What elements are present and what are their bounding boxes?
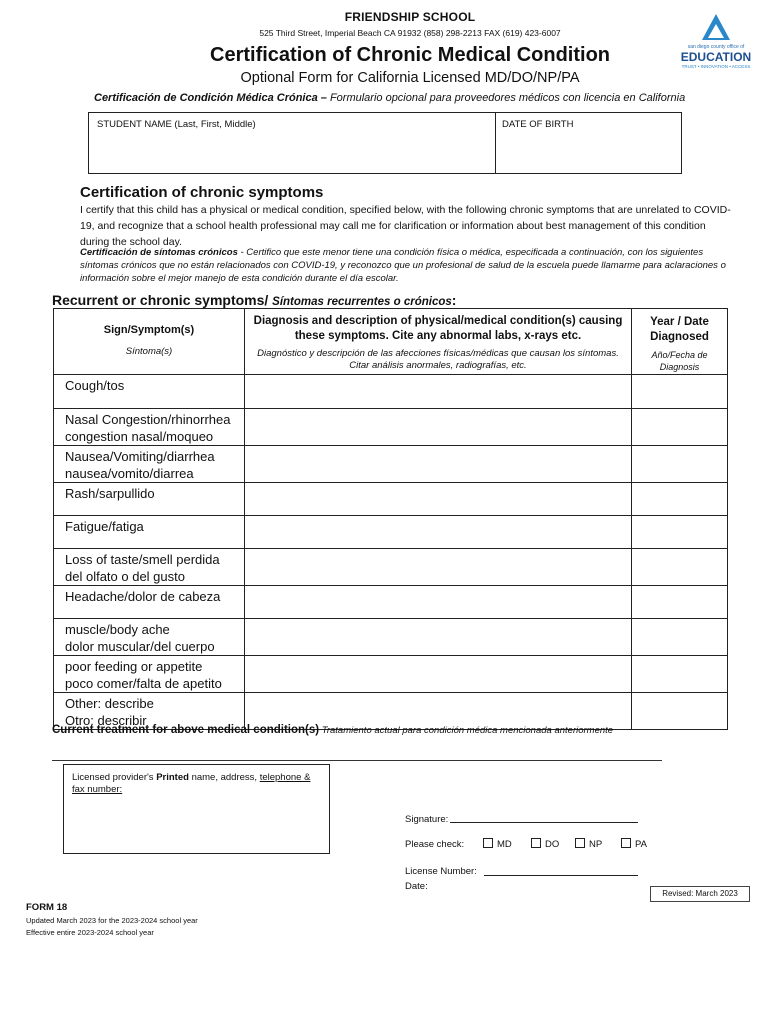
date-cell[interactable] (632, 586, 728, 619)
pa-checkbox-option[interactable] (621, 838, 647, 850)
license-number-line[interactable] (484, 875, 638, 876)
checkbox[interactable] (575, 838, 585, 848)
header-diagnosis-en: Diagnosis and description of physical/medical condition(s) causing these symptoms. Cite any abnormal labs, x-rays etc. (253, 315, 623, 342)
license-number-label: License Number: (405, 866, 477, 877)
table-row (54, 586, 728, 619)
provider-info-box[interactable] (63, 764, 330, 854)
treatment-heading-en: Current treatment for above medical condition(s) (52, 724, 320, 736)
spanish-title (94, 92, 685, 104)
symptoms-heading-colon: : (451, 292, 457, 308)
diagnosis-cell[interactable] (245, 656, 632, 693)
diagnosis-cell[interactable] (245, 446, 632, 483)
certification-spanish (80, 246, 732, 285)
symptom-line1: Other: describe (65, 696, 154, 711)
header-symptom (54, 309, 245, 375)
provider-label-tel: telephone & (259, 772, 311, 783)
symptom-cell (54, 483, 245, 516)
header-date-es: Año/Fecha de Diagnosis (651, 350, 708, 372)
education-logo (678, 14, 754, 72)
diagnosis-cell[interactable] (245, 619, 632, 656)
student-name-field[interactable] (93, 135, 491, 169)
checkbox[interactable] (483, 838, 493, 848)
signature-label: Signature: (405, 814, 449, 825)
logo-tagline: TRUST • INNOVATION • ACCESS (681, 64, 751, 69)
symptom-line2: Otro: describir (65, 713, 147, 728)
signature-line[interactable] (450, 822, 638, 823)
student-name-label: STUDENT NAME (Last, First, Middle) (97, 119, 256, 130)
diagnosis-cell[interactable] (245, 483, 632, 516)
logo-big-text: EDUCATION (680, 50, 752, 64)
symptom-line1: poor feeding or appetite (65, 659, 203, 674)
diagnosis-cell[interactable] (245, 375, 632, 409)
symptom-line2: dolor muscular/del cuerpo (65, 639, 215, 654)
date-label: Date: (405, 881, 428, 892)
date-cell[interactable] (632, 516, 728, 549)
date-cell[interactable] (632, 446, 728, 483)
symptom-line1: Nausea/Vomiting/diarrhea (65, 449, 215, 464)
diagnosis-cell[interactable] (245, 409, 632, 446)
revised-badge: Revised: March 2023 (650, 886, 750, 902)
symptom-cell (54, 619, 245, 656)
date-cell[interactable] (632, 409, 728, 446)
table-header-row (54, 309, 728, 375)
symptoms-heading-es: Síntomas recurrentes o crónicos (272, 296, 452, 308)
header-date (632, 309, 728, 375)
date-cell[interactable] (632, 656, 728, 693)
symptom-cell (54, 516, 245, 549)
date-cell[interactable] (632, 375, 728, 409)
date-cell[interactable] (632, 619, 728, 656)
school-name: FRIENDSHIP SCHOOL (344, 10, 476, 24)
symptom-cell (54, 549, 245, 586)
symptoms-heading (52, 292, 456, 308)
symptom-cell (54, 446, 245, 483)
treatment-heading (52, 724, 613, 736)
please-check-label: Please check: (405, 839, 465, 850)
md-label: MD (497, 839, 512, 850)
certification-spanish-text: - Certifico que este menor tiene una condición física o médica, especificada a continuación, con los siguientes síntomas crónicos que no están relacionados con COVID-19, y reconozco que un profesional de salud de la escuela puede llamarme para aclaraciones o información sobre el mejor manejo de esta condición durante el día escolar. (80, 247, 726, 284)
spanish-title-bold: Certificación de Condición Médica Crónica – (94, 92, 327, 104)
symptom-cell (54, 375, 245, 409)
provider-label-pre: Licensed provider's (72, 772, 157, 783)
dob-field[interactable] (499, 135, 677, 169)
table-row (54, 619, 728, 656)
symptom-line1: Cough/tos (65, 378, 125, 393)
form-title: Certification of Chronic Medical Condition (210, 44, 610, 66)
checkbox[interactable] (531, 838, 541, 848)
date-cell[interactable] (632, 549, 728, 586)
form-number: FORM 18 (26, 902, 68, 913)
header-symptom-es: Síntoma(s) (125, 346, 173, 357)
update-note (26, 915, 198, 939)
header-diagnosis (245, 309, 632, 375)
logo-small-text: san diego county office of (687, 44, 745, 50)
effective-text: Effective entire 2023-2024 school year (26, 928, 154, 937)
symptom-line2: poco comer/falta de apetito (65, 676, 222, 691)
diagnosis-cell[interactable] (245, 549, 632, 586)
symptom-line2: del olfato o del gusto (65, 569, 185, 584)
spanish-title-rest: Formulario opcional para proveedores médicos con licencia en California (326, 92, 686, 104)
dob-label: DATE OF BIRTH (502, 119, 574, 130)
table-row (54, 549, 728, 586)
np-label: NP (589, 839, 603, 850)
do-label: DO (545, 839, 560, 850)
np-checkbox-option[interactable] (575, 838, 602, 850)
date-cell[interactable] (632, 693, 728, 730)
header-symptom-en: Sign/Symptom(s) (103, 324, 195, 336)
updated-text: Updated March 2023 for the 2023-2024 school year (26, 916, 198, 925)
table-row (54, 656, 728, 693)
certification-heading: Certification of chronic symptoms (80, 184, 324, 201)
header-date-en: Year / Date Diagnosed (650, 316, 709, 343)
symptoms-table (53, 308, 728, 730)
symptom-line1: Fatigue/fatiga (65, 519, 144, 534)
symptom-line1: muscle/body ache (65, 622, 170, 637)
divider (495, 113, 496, 173)
provider-label-mid: name, address, (188, 772, 260, 783)
table-row (54, 409, 728, 446)
student-info-box (88, 112, 682, 174)
symptom-line1: Loss of taste/smell perdida (65, 552, 220, 567)
pa-label: PA (635, 839, 647, 850)
treatment-heading-es: Tratamiento actual para condición médica mencionada anteriormente (319, 725, 614, 736)
school-address: 525 Third Street, Imperial Beach CA 91932 (858) 298-2213 FAX (619) 423-6007 (259, 28, 561, 38)
table-row (54, 375, 728, 409)
table-row (54, 516, 728, 549)
diagnosis-cell[interactable] (245, 586, 632, 619)
checkbox[interactable] (621, 838, 631, 848)
certification-spanish-bold: Certificación de síntomas crónicos (80, 247, 238, 258)
diagnosis-cell[interactable] (245, 516, 632, 549)
symptom-line1: Rash/sarpullido (65, 486, 155, 501)
provider-label-bold: Printed (156, 772, 189, 783)
symptom-line2: nausea/vomito/diarrea (65, 466, 194, 481)
treatment-field[interactable] (52, 740, 662, 760)
header-diagnosis-es: Diagnóstico y descripción de las afecciones físicas/médicas que causan los síntomas. Citar análisis anormales, radiografías, etc. (257, 348, 619, 371)
symptom-line1: Headache/dolor de cabeza (65, 589, 221, 604)
certification-text: I certify that this child has a physical or medical condition, specified below, with the following chronic symptoms that are unrelated to COVID-19, and recognize that a school health professional may call me for clarification or information about best management of this condition during the school day. (80, 204, 731, 248)
provider-label (72, 772, 324, 796)
table-row (54, 483, 728, 516)
triangle-inner-icon (708, 24, 724, 38)
symptom-cell (54, 656, 245, 693)
symptom-cell (54, 409, 245, 446)
table-row (54, 446, 728, 483)
treatment-line (52, 760, 662, 761)
do-checkbox-option[interactable] (531, 838, 559, 850)
symptom-line2: congestion nasal/moqueo (65, 429, 214, 444)
symptom-line1: Nasal Congestion/rhinorrhea (65, 412, 231, 427)
symptoms-heading-en: Recurrent or chronic symptoms/ (52, 292, 273, 308)
date-cell[interactable] (632, 483, 728, 516)
form-subtitle: Optional Form for California Licensed MD/DO/NP/PA (240, 70, 580, 86)
md-checkbox-option[interactable] (483, 838, 512, 850)
provider-label-fax: fax number: (72, 784, 123, 795)
symptom-cell (54, 586, 245, 619)
